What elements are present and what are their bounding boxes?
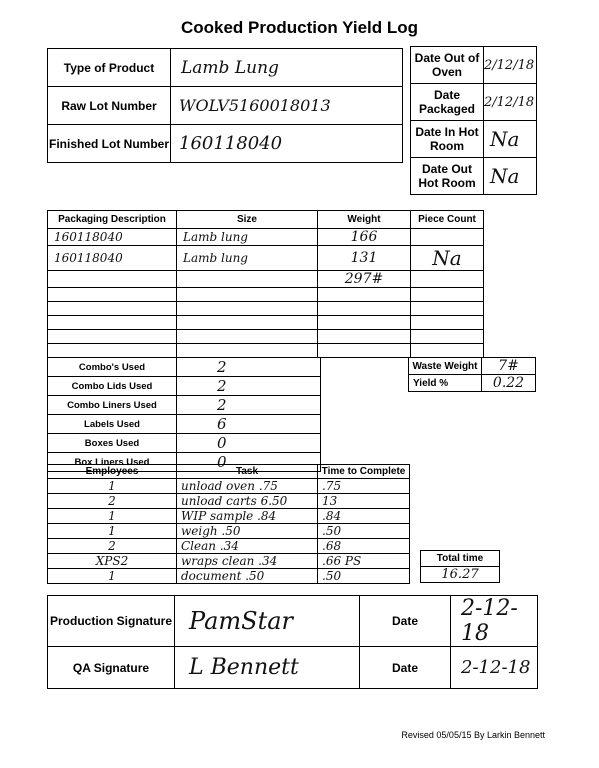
weight-cell: 131: [318, 246, 411, 271]
employee-row: [48, 509, 410, 524]
combo-value: 2: [177, 396, 321, 415]
time-cell: .75: [318, 479, 410, 494]
task-cell: Clean .34: [177, 539, 318, 554]
date-packaged-label: Date Packaged: [411, 84, 484, 121]
date-in-hot-room-label: Date In Hot Room: [411, 121, 484, 158]
packaging-row: [48, 302, 484, 316]
task-cell: wraps clean .34: [177, 554, 318, 569]
piece-count-header: Piece Count: [411, 211, 484, 229]
date-out-hot-room-value: Na: [484, 158, 537, 195]
signatures-table: [47, 595, 538, 689]
packaging-description-cell: [48, 344, 177, 358]
employee-count-cell: 2: [48, 494, 177, 509]
size-cell: [177, 271, 318, 288]
piece-count-cell: [411, 344, 484, 358]
combo-row: [48, 358, 321, 377]
packaging-description-cell: [48, 271, 177, 288]
employee-count-cell: 1: [48, 569, 177, 584]
employee-row: [48, 554, 410, 569]
weight-cell: [318, 288, 411, 302]
production-signature-value: PamStar: [175, 596, 360, 647]
qa-date-label: Date: [360, 647, 451, 689]
size-cell: [177, 344, 318, 358]
combos-table: [47, 357, 321, 472]
combo-value: 2: [177, 377, 321, 396]
employee-count-cell: 2: [48, 539, 177, 554]
qa-signature-value: L Bennett: [175, 647, 360, 689]
packaging-rows: [48, 229, 484, 358]
product-info-table: [47, 48, 403, 163]
piece-count-cell: [411, 229, 484, 246]
task-cell: unload carts 6.50: [177, 494, 318, 509]
task-cell: WIP sample .84: [177, 509, 318, 524]
time-to-complete-header: Time to Complete: [318, 465, 410, 479]
combo-value: 0: [177, 453, 321, 472]
combo-row: [48, 377, 321, 396]
employee-count-cell: 1: [48, 524, 177, 539]
date-out-of-oven-value: 2/12/18: [484, 47, 537, 84]
packaging-row: [48, 288, 484, 302]
packaging-table: [47, 210, 484, 358]
combo-label: Combo Lids Used: [48, 377, 177, 396]
waste-table: [408, 357, 536, 392]
task-cell: document .50: [177, 569, 318, 584]
waste-weight-label: Waste Weight: [409, 358, 482, 375]
packaging-row: [48, 246, 484, 271]
combo-label: Combo Liners Used: [48, 396, 177, 415]
employees-table: [47, 464, 410, 584]
dates-table: [410, 46, 537, 195]
combo-value: 2: [177, 358, 321, 377]
size-cell: Lamb lung: [177, 246, 318, 271]
packaging-description-cell: [48, 302, 177, 316]
time-cell: .66 PS: [318, 554, 410, 569]
packaging-description-cell: 160118040: [48, 246, 177, 271]
size-cell: [177, 302, 318, 316]
combo-value: 0: [177, 434, 321, 453]
piece-count-cell: [411, 271, 484, 288]
packaging-row: [48, 229, 484, 246]
production-signature-label: Production Signature: [48, 596, 175, 647]
yield-percent-value: 0.22: [482, 375, 536, 392]
type-of-product-value: Lamb Lung: [171, 49, 403, 87]
raw-lot-number-label: Raw Lot Number: [48, 87, 171, 125]
type-of-product-label: Type of Product: [48, 49, 171, 87]
time-cell: 13: [318, 494, 410, 509]
date-in-hot-room-value: Na: [484, 121, 537, 158]
time-cell: .84: [318, 509, 410, 524]
combo-label: Box Liners Used: [48, 453, 177, 472]
time-cell: .68: [318, 539, 410, 554]
task-cell: unload oven .75: [177, 479, 318, 494]
combo-row: [48, 396, 321, 415]
packaging-row: [48, 344, 484, 358]
task-cell: weigh .50: [177, 524, 318, 539]
finished-lot-number-value: 160118040: [171, 125, 403, 163]
qa-date-value: 2-12-18: [451, 647, 538, 689]
waste-weight-value: 7#: [482, 358, 536, 375]
size-cell: [177, 288, 318, 302]
weight-cell: [318, 330, 411, 344]
packaging-description-cell: 160118040: [48, 229, 177, 246]
weight-cell: 297#: [318, 271, 411, 288]
task-header: Task: [177, 465, 318, 479]
date-out-of-oven-label: Date Out of Oven: [411, 47, 484, 84]
combo-row: [48, 434, 321, 453]
production-date-value: 2-12-18: [451, 596, 538, 647]
time-cell: .50: [318, 569, 410, 584]
packaging-row: [48, 316, 484, 330]
weight-cell: [318, 316, 411, 330]
employee-row: [48, 524, 410, 539]
packaging-description-cell: [48, 316, 177, 330]
total-time-table: [420, 550, 500, 583]
combo-label: Combo's Used: [48, 358, 177, 377]
date-packaged-value: 2/12/18: [484, 84, 537, 121]
employee-count-cell: 1: [48, 509, 177, 524]
combo-value: 6: [177, 415, 321, 434]
total-time-label: Total time: [421, 551, 500, 567]
piece-count-cell: [411, 302, 484, 316]
employee-row: [48, 539, 410, 554]
combo-row: [48, 415, 321, 434]
size-cell: Lamb lung: [177, 229, 318, 246]
weight-cell: 166: [318, 229, 411, 246]
time-cell: .50: [318, 524, 410, 539]
piece-count-cell: [411, 288, 484, 302]
date-out-hot-room-label: Date Out Hot Room: [411, 158, 484, 195]
production-date-label: Date: [360, 596, 451, 647]
piece-count-cell: [411, 330, 484, 344]
total-time-value: 16.27: [421, 567, 500, 583]
employee-row: [48, 494, 410, 509]
packaging-description-cell: [48, 288, 177, 302]
combo-label: Boxes Used: [48, 434, 177, 453]
raw-lot-number-value: WOLV5160018013: [171, 87, 403, 125]
piece-count-cell: Na: [411, 246, 484, 271]
weight-header: Weight: [318, 211, 411, 229]
revision-footer: Revised 05/05/15 By Larkin Bennett: [401, 730, 545, 740]
packaging-description-header: Packaging Description: [48, 211, 177, 229]
qa-signature-label: QA Signature: [48, 647, 175, 689]
packaging-row: [48, 330, 484, 344]
employee-count-cell: XPS2: [48, 554, 177, 569]
size-cell: [177, 330, 318, 344]
yield-percent-label: Yield %: [409, 375, 482, 392]
page-title: Cooked Production Yield Log: [180, 18, 419, 37]
size-cell: [177, 316, 318, 330]
size-header: Size: [177, 211, 318, 229]
weight-cell: [318, 302, 411, 316]
piece-count-cell: [411, 316, 484, 330]
employees-header: Employees: [48, 465, 177, 479]
packaging-row: [48, 271, 484, 288]
packaging-description-cell: [48, 330, 177, 344]
employee-row: [48, 569, 410, 584]
finished-lot-number-label: Finished Lot Number: [48, 125, 171, 163]
employee-count-cell: 1: [48, 479, 177, 494]
employee-row: [48, 479, 410, 494]
combo-label: Labels Used: [48, 415, 177, 434]
weight-cell: [318, 344, 411, 358]
